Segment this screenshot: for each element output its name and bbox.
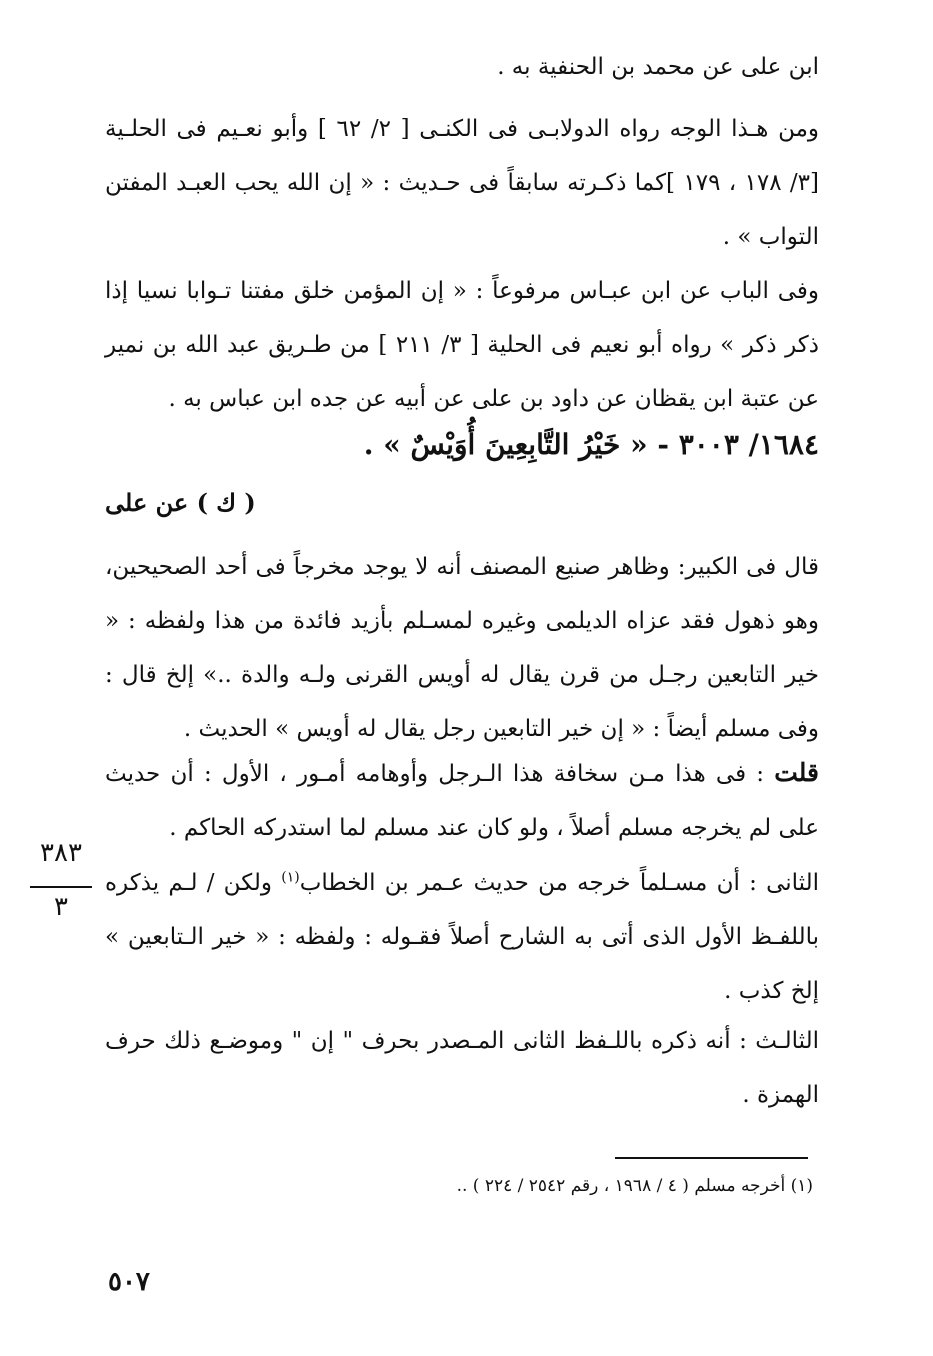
footnote: (١) أخرجه مسلم ( ٤ / ١٩٦٨ ، رقم ٢٥٤٢ / ٢٢٤ ) .. [456,1176,813,1196]
footnote-separator [615,1157,808,1159]
margin-reference-top: ٣٨٣ [40,838,82,868]
hadith-heading: ١٦٨٤/ ٣٠٠٣ - « خَيْرُ التَّابِعِينَ أُوَيْسٌ » . [363,428,819,461]
paragraph-second-point [105,856,819,1018]
qult-label: قلت [774,758,819,787]
paragraph-chain-end: ابن على عن محمد بن الحنفية به . [497,54,819,80]
margin-volume-reference [30,838,92,922]
second-point-text-after: ولكن / لـم يذكره باللفـظ الأول الذى أتى به الشارح أصلاً فقـوله : ولفظه : « خير الـتابعين » إلخ كذب . [105,870,819,1004]
paragraph-kabir-commentary: قال فى الكبير: وظاهر صنيع المصنف أنه لا يوجد مخرجاً فى أحد الصحيحين، وهو ذهول فقد عزاه الديلمى وغيره لمسـلم بأزيد فائدة من هذا ولفظه : « خير التابعين رجـل من قرن يقال له أويس القرنى ولـه والدة ..» إلخ قال : وفى مسلم أيضاً : « إن خير التابعين رجل يقال له أويس » الحديث . [105,554,819,742]
page-number: ٥٠٧ [108,1267,150,1297]
hadith-source: ( ك ) عن على [105,488,256,517]
paragraph-third-point: الثالـث : أنه ذكره باللـفظ الثانى المـصدر بحرف " إن " وموضـع ذلك حرف الهمزة . [105,1028,819,1108]
paragraph-ibn-abbas-narration: وفى الباب عن ابن عبـاس مرفوعاً : « إن المؤمن خلق مفتنا تـوابا نسيا إذا ذكر ذكر » رواه أبو نعيم فى الحلية [ ٣/ ٢١١ ] من طـريق عبد الله بن نمير عن عتبة ابن يقظان عن داود بن على عن أبيه عن جده ابن عباس به . [105,278,819,412]
paragraph-dulabi-narration: ومن هـذا الوجه رواه الدولابـى فى الكنـى [ ٢/ ٦٢ ] وأبو نعـيم فى الحلـية [٣/ ١٧٨ ، ١٧٩ ]كما ذكـرته سابقاً فى حـديث : « إن الله يحب العبـد المفتن التواب » . [105,116,820,250]
margin-reference-divider [30,886,92,888]
margin-reference-bottom: ٣ [54,892,68,922]
qult-text: : فى هذا مـن سخافة هذا الـرجل وأوهامه أمـور ، الأول : أن حديث على لم يخرجه مسلم أصلاً ، ولو كان عند مسلم لما استدركه الحاكم . [105,761,819,841]
second-point-text-before: الثانى : أن مسـلماً خرجه من حديث عـمر بن الخطاب [299,870,820,896]
paragraph-qult [105,746,819,855]
footnote-marker: (١) [281,869,300,886]
